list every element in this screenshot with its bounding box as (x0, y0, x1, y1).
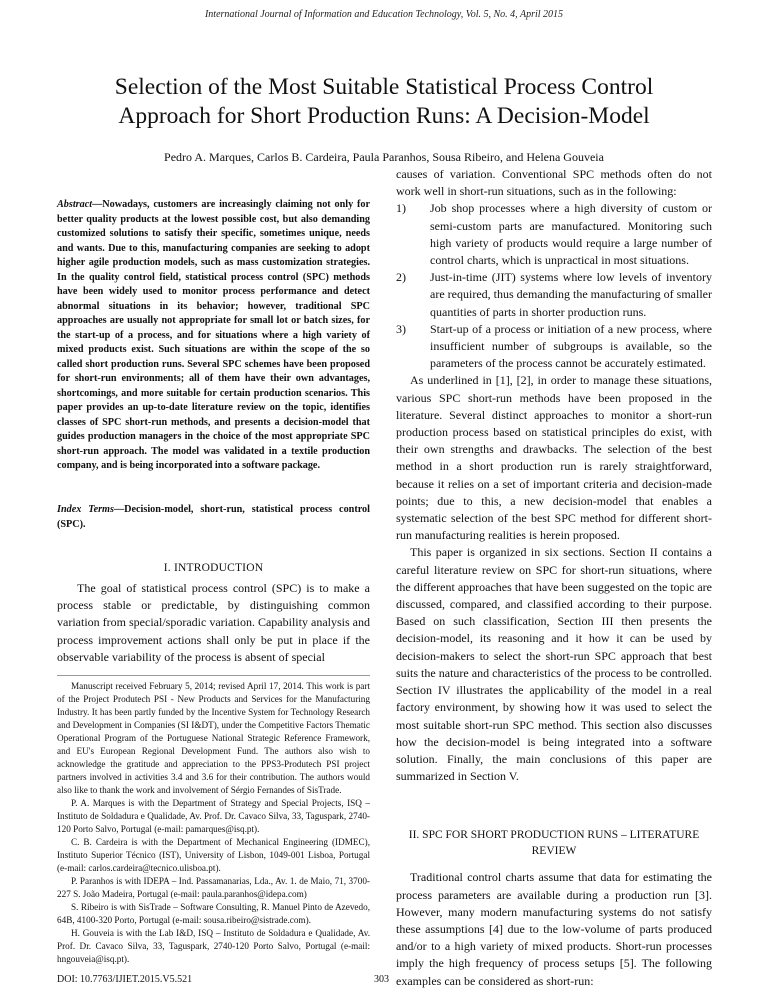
doi: DOI: 10.7763/IJIET.2015.V5.521 (57, 974, 193, 985)
abstract-text: —Nowadays, customers are increasingly claiming not only for better quality products at the lowest possible cost, but also demanding customized solutions to satisfy their specific, sometimes unique, needs and wants. Due to this, manufacturing companies are seeking to adopt higher agile production models, such as mass customization strategies. In the quality control field, statistical process control (SPC) methods have been widely used to monitor process performance and detect abnormal situations in its behavior; however, traditional SPC approaches are usually not appropriate for small lot or batch sizes, for the start-up of a process, and for situations where a high variety of mixed products exist. Such situations are within the scope of the so called short production runs. Several SPC schemes have been proposed for short-run environments; all of them have their own advantages, shortcomings, and more suitable for certain production scenarios. This paper provides an up-to-date literature review on the topic, identifies classes of SPC short-run methods, and presents a decision-model that guides production managers in the choice of the most appropriate SPC short-run approach. The model was validated in a textile production company, and is being incorporated into a software package. (57, 199, 370, 471)
footnote: S. Ribeiro is with SisTrade – Software Consulting, R. Manuel Pinto de Azevedo, 64B, 4100-320 Porto, Portugal (e-mail: sousa.ribeiro@sistrade.com). (57, 902, 370, 925)
list-item (396, 200, 712, 269)
section-introduction (57, 562, 370, 666)
footnote: C. B. Cardeira is with the Department of Mechanical Engineering (IDMEC), Instituto Superior Técnico (IST), University of Lisbon, 1049-001 Lisboa, Portugal (e-mail: carlos.cardeira@tecnico.ulisboa.pt). (57, 837, 370, 873)
journal-header: International Journal of Information and Education Technology, Vol. 5, No. 4, April 2015 (204, 9, 564, 20)
abstract-label: Abstract (57, 199, 93, 210)
page-number: 303 (374, 974, 389, 985)
numbered-list (396, 200, 712, 372)
left-column (57, 198, 370, 964)
footnotes (57, 675, 370, 966)
body-paragraph: Traditional control charts assume that data for estimating the process parameters are available during a production run [3]. However, many modern manufacturing systems do not satisfy these assumptions [4] due to the low-volume of parts produced and/or to a high variety of mixed products. Short-run processes imply the high frequency of process setups [5]. The following examples can be considered as short-run: (396, 870, 712, 988)
list-number: 3) (396, 321, 406, 336)
body-paragraph: causes of variation. Conventional SPC methods often do not work well in short-run situations, such as in the following: (396, 167, 712, 199)
list-item-text: Job shop processes where a high diversity of custom or semi-custom parts are manufactured. Monitoring such high variety of products would require a large number of control charts, which is unpractical in most situations. (430, 201, 712, 268)
list-item (396, 321, 712, 373)
footnote-divider (57, 675, 370, 676)
right-column (396, 166, 712, 990)
list-item (396, 269, 712, 321)
index-terms-label: Index Terms (57, 504, 114, 515)
section-heading: I. INTRODUCTION (163, 562, 264, 574)
list-number: 1) (396, 201, 406, 216)
section-heading: II. SPC FOR SHORT PRODUCTION RUNS – LITERATURE REVIEW (408, 829, 700, 858)
body-paragraph: This paper is organized in six sections. Section II contains a careful literature review on SPC for short-run situations, where the different approaches that have been suggested on the topic are discussed, compared, and classified according to their purpose. Based on such classification, Section III then presents the decision-model, its reasoning and it how it can be used by decision-makers to select the short-run SPC approach that best suits the nature and characteristics of the process to be controlled. Section IV illustrates the applicability of the model in a real factory environment, by showing how it was used to select the most suitable short-run SPC method. This section also discusses how the decision-model is being integrated into a software solution. Finally, the main conclusions of this paper are summarized in Section V. (396, 545, 712, 784)
footnote: P. Paranhos is with IDEPA – Ind. Passamanarias, Lda., Av. 1. de Maio, 71, 3700-227 S. João Madeira, Portugal (e-mail: paula.paranhos@idepa.com) (57, 876, 370, 899)
index-terms-text: —Decision-model, short-run, statistical process control (SPC). (57, 504, 370, 530)
footnote: Manuscript received February 5, 2014; revised April 17, 2014. This work is part of the Project Produtech PSI - New Products and Services for the Manufacturing Industry. It has been partly funded by the Incentive System for Technology Research and Development in Companies (SI I&DT), under the Competitive Factors Thematic Operational Program of the Portuguese National Strategic Reference Framework, and EU's European Regional Development Fund. The authors also wish to acknowledge the gratitude and appreciation to the PPS3-Produtech PSI project partners involved in activities 3.4 and 3.6 for their contribution. The authors would also like to thank the work and involvement of Sérgio Fernandes of SisTrade. (57, 681, 370, 795)
abstract (57, 198, 370, 474)
paper-title: Selection of the Most Suitable Statistical Process Control Approach for Short Production Runs: A Decision-Model (114, 74, 654, 129)
footnote: P. A. Marques is with the Department of Strategy and Special Projects, ISQ – Instituto de Soldadura e Qualidade, Av. Prof. Dr. Cavaco Silva, 33, Taguspark, 2740-120 Porto Salvo, Portugal (e-mail: pamarques@isq.pt). (57, 798, 370, 834)
introduction-paragraph: The goal of statistical process control (SPC) is to make a process stable or predictable, by distinguishing common variation from special/sporadic variation. Capability analysis and process improvement actions shall only be put in place if the observable variability of the process is absent of special (57, 581, 370, 664)
footnote: H. Gouveia is with the Lab I&D, ISQ – Instituto de Soldadura e Qualidade, Av. Prof. Dr. Cavaco Silva, 33, Taguspark, 2740-120 Porto Salvo, Portugal (e-mail: hngouveia@isq.pt). (57, 928, 370, 964)
author-list: Pedro A. Marques, Carlos B. Cardeira, Paula Paranhos, Sousa Ribeiro, and Helena Gouveia (164, 150, 604, 164)
list-item-text: Start-up of a process or initiation of a new process, where insufficient number of subgroups is available, so the parameters of the process cannot be accurately estimated. (430, 321, 712, 371)
list-item-text: Just-in-time (JIT) systems where low levels of inventory are required, thus demanding the manufacturing of smaller quantities of parts in shorter production runs. (430, 270, 712, 319)
index-terms (57, 503, 370, 532)
list-number: 2) (396, 270, 406, 285)
body-paragraph: As underlined in [1], [2], in order to manage these situations, various SPC short-run methods have been proposed in the literature. Several distinct approaches to monitor a short-run production process based on statistical principles do exist, with their own strengths and drawbacks. The selection of the best method in a short production run is rarely straightforward, because it relies on a set of important criteria and decision-made points; due to this, a new decision-model that enables a systematic selection of the best SPC method for different short-run manufacturing realities is herein proposed. (396, 373, 712, 543)
